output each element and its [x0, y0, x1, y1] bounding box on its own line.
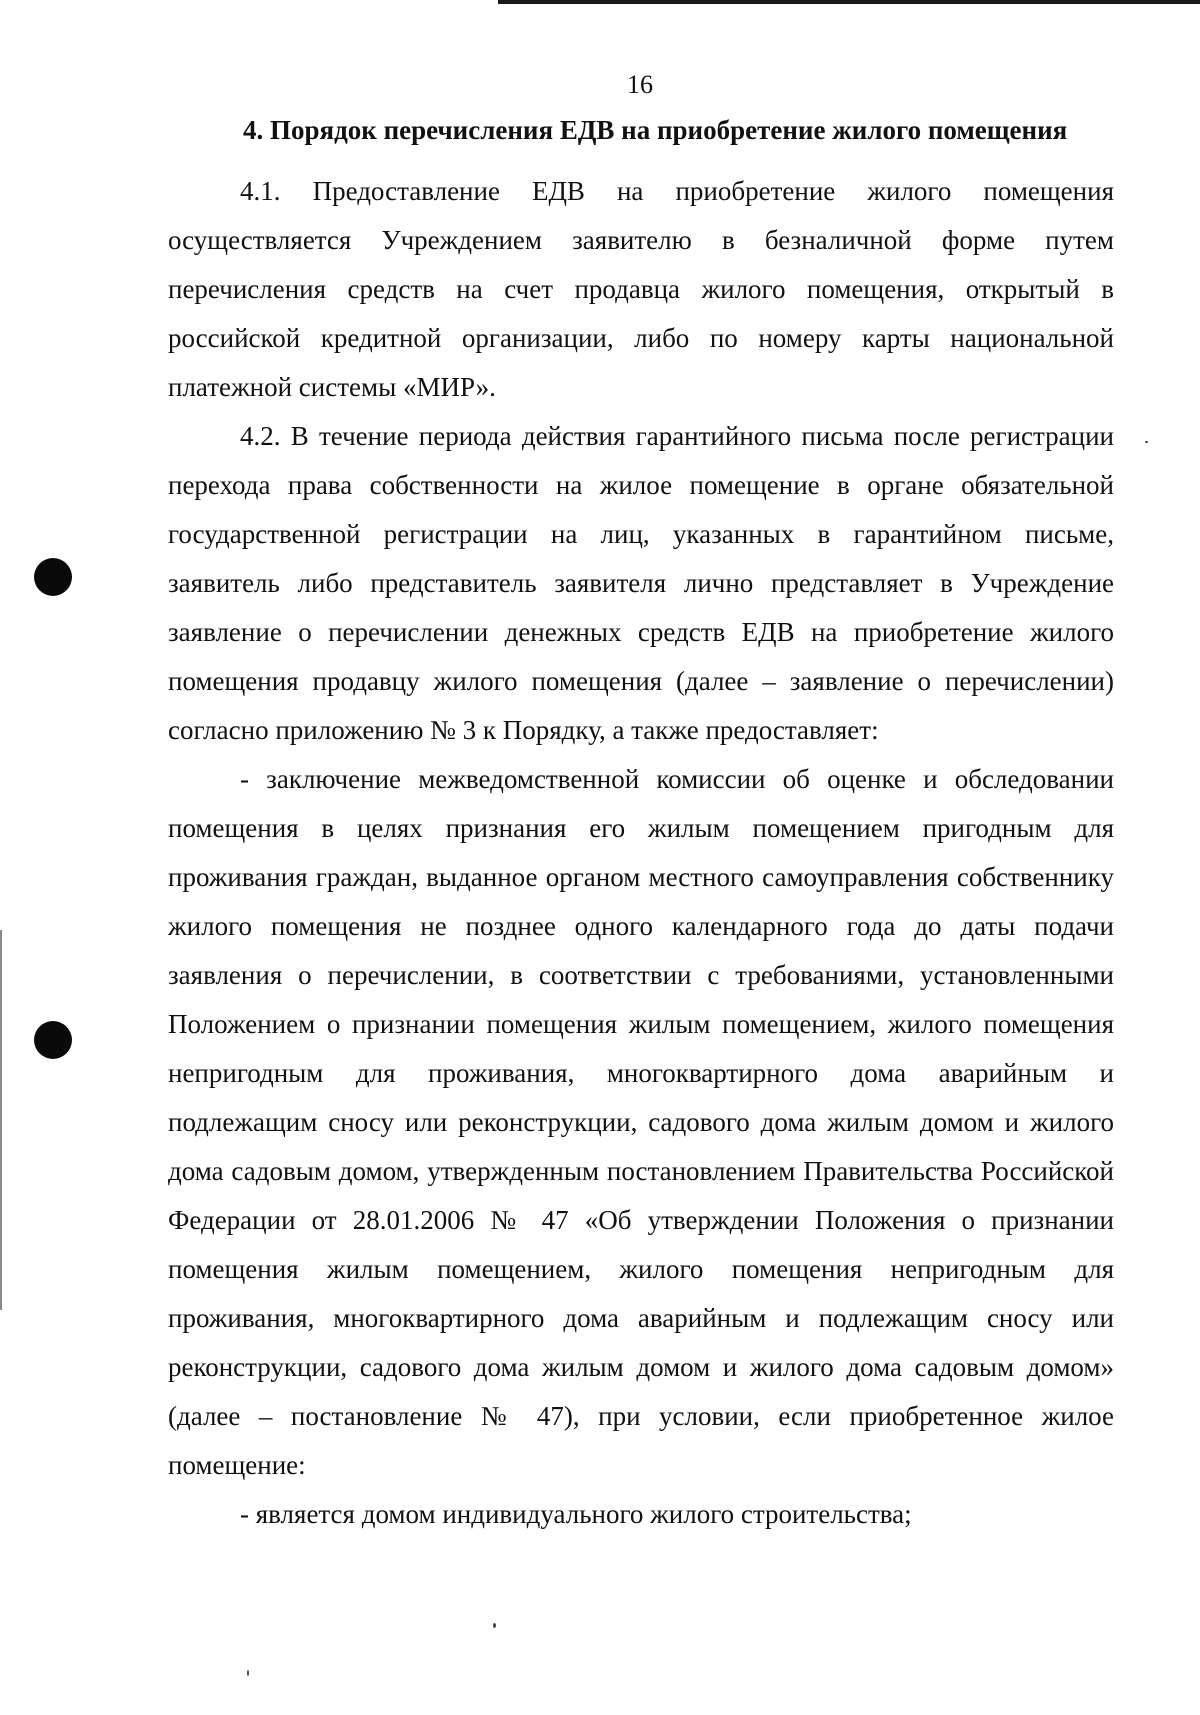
scan-speck — [247, 1670, 249, 1676]
section-heading: 4. Порядок перечисления ЕДВ на приобретение жилого помещения — [243, 115, 1068, 145]
list-item-commission-conclusion: - заключение межведомственной комиссии об оценке и обследовании помещения в целях признания его жилым помещением пригодным для проживания граждан, выданное органом местного самоуправления собственнику жилого помещения не позднее одного календарного года до даты подачи заявления о перечислении, в соответствии с требованиями, установленными Положением о признании помещения жилым помещением, жилого помещения непригодным для проживания, многоквартирного дома аварийным и подлежащим сносу или реконструкции, садового дома жилым домом и жилого дома садовым домом, утвержденным постановлением Правительства Российской Федерации от 28.01.2006 № 47 «Об утверждении Положения о признании помещения жилым помещением, жилого помещения непригодным для проживания, многоквартирного дома аварийным и подлежащим сносу или реконструкции, садового дома жилым домом и жилого дома садовым домом» (далее – постановление № 47), при условии, если приобретенное жилое помещение: — [168, 764, 1114, 1480]
paragraph-4-2: 4.2. В течение периода действия гарантийного письма после регистрации перехода права собственности на жилое помещение в органе обязательной государственной регистрации на лиц, указанных в гарантийном письме, заявитель либо представитель заявителя лично представляет в Учреждение заявление о перечислении денежных средств ЕДВ на приобретение жилого помещения продавцу жилого помещения (далее – заявление о перечислении) согласно приложению № 3 к Порядку, а также предоставляет: — [168, 421, 1114, 745]
list-item-individual-house: - является домом индивидуального жилого строительства; — [240, 1499, 912, 1529]
scan-edge-left — [0, 930, 2, 1310]
punch-hole-mark — [34, 558, 72, 596]
page-number: 16 — [627, 70, 653, 99]
scan-speck — [493, 1623, 496, 1628]
scan-speck — [1145, 441, 1148, 443]
punch-hole-mark — [34, 1021, 72, 1059]
paragraph-4-1: 4.1. Предоставление ЕДВ на приобретение жилого помещения осуществляется Учреждением заявителю в безналичной форме путем перечисления средств на счет продавца жилого помещения, открытый в российской кредитной организации, либо по номеру карты национальной платежной системы «МИР». — [168, 176, 1114, 402]
scan-edge-top — [498, 0, 1200, 4]
document-body — [168, 167, 1114, 1539]
